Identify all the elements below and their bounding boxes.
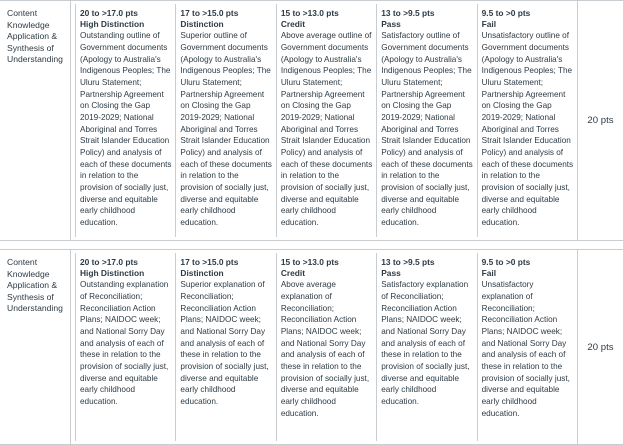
rating-distinction [175,253,275,441]
rubric-row-1 [0,1,623,241]
rating-points: 17 to >15.0 pts [180,257,239,267]
rating-description: Unsatisfactory explanation of Reconciliation; Reconciliation Action Plans; NAIDOC week; and National Sorry Day and analysis of each of these in relation to the provision of socially just, diverse and equitable early childhood education. [481,280,570,418]
criterion-points: 20 pts [587,341,614,353]
rating-points: 15 to >13.0 pts [280,257,339,267]
rating-credit [276,253,376,441]
rating-points: 17 to >15.0 pts [180,8,239,18]
rating-fail [477,4,577,237]
rating-title: Fail [481,268,497,279]
rating-points: 20 to >17.0 pts [80,257,138,267]
rating-description: Unsatisfactory outline of Government documents (Apology to Australia's Indigenous Peoples; The Uluru Statement; Partnership Agreement on Closing the Gap 2019-2029; National Aboriginal and Torres Strait Islander Education Policy) and analysis of each of these documents in relation to the provision of socially just, diverse and equitable early childhood education. [481,31,574,227]
rating-description: Outstanding explanation of Reconciliation; Reconciliation Action Plans; NAIDOC week; and National Sorry Day and analysis of each of these in relation to the provision of socially just, diverse and equitable early childhood education. [80,280,169,406]
rating-credit [276,4,376,237]
rating-description: Superior explanation of Reconciliation; Reconciliation Action Plans; NAIDOC week; and National Sorry Day and analysis of each of these in relation to the provision of socially just, diverse and equitable early childhood education. [180,280,269,406]
rating-points: 9.5 to >0 pts [481,257,531,267]
ratings-group [71,1,578,240]
rating-points: 9.5 to >0 pts [481,8,531,18]
rating-description: Above average outline of Government documents (Apology to Australia's Indigenous Peoples; The Uluru Statement; Partnership Agreement on Closing the Gap 2019-2029; National Aboriginal and Torres Strait Islander Education Policy) and analysis of each of these documents in relation to the provision of socially just, diverse and equitable early childhood education. [280,31,373,227]
criterion-description: Content Knowledge Application & Synthesis of Understanding [0,1,71,240]
rating-pass [376,253,476,441]
rating-points: 20 to >17.0 pts [80,8,138,18]
rating-distinction [175,4,275,237]
rating-high-distinction [75,253,175,441]
rating-description: Outstanding outline of Government documents (Apology to Australia's Indigenous Peoples; The Uluru Statement; Partnership Agreement on Closing the Gap 2019-2029; National Aboriginal and Torres Strait Islander Education Policy) and analysis of each of these documents in relation to the provision of socially just, diverse and equitable early childhood education. [80,31,172,227]
rating-title: Credit [280,19,306,30]
rating-title: Pass [381,19,401,30]
rating-title: Distinction [180,268,224,279]
rating-title: Fail [481,19,497,30]
criterion-description: Content Knowledge Application & Synthesis of Understanding [0,250,71,444]
rating-title: Pass [381,268,401,279]
criterion-points: 20 pts [587,115,614,126]
rating-points: 13 to >9.5 pts [381,257,435,267]
rating-description: Satisfactory explanation of Reconciliation; Reconciliation Action Plans; NAIDOC week; and National Sorry Day and analysis of each of these in relation to the provision of socially just, diverse and equitable early childhood education. [381,280,470,406]
ratings-group [71,250,578,444]
rubric-row-2 [0,249,623,445]
rating-points: 15 to >13.0 pts [280,8,339,18]
rating-description: Above average explanation of Reconciliation; Reconciliation Action Plans; NAIDOC week; and National Sorry Day and analysis of each of these in relation to the provision of socially just, diverse and equitable early childhood education. [280,280,370,418]
rating-title: High Distinction [80,19,145,30]
rating-high-distinction [75,4,175,237]
rating-title: Credit [280,268,306,279]
rating-description: Superior outline of Government documents (Apology to Australia's Indigenous Peoples; The Uluru Statement; Partnership Agreement on Closing the Gap 2019-2029; National Aboriginal and Torres Strait Islander Education Policy) and analysis of each of these documents in relation to the provision of socially just, diverse and equitable early childhood education. [180,31,272,227]
rating-title: High Distinction [80,268,145,279]
rating-pass [376,4,476,237]
rating-points: 13 to >9.5 pts [381,8,435,18]
rating-fail [477,253,577,441]
rating-description: Satisfactory outline of Government documents (Apology to Australia's Indigenous Peoples; The Uluru Statement; Partnership Agreement on Closing the Gap 2019-2029; National Aboriginal and Torres Strait Islander Education Policy) and analysis of each of these documents in relation to the provision of socially just, diverse and equitable early childhood education. [381,31,473,227]
rating-title: Distinction [180,19,224,30]
